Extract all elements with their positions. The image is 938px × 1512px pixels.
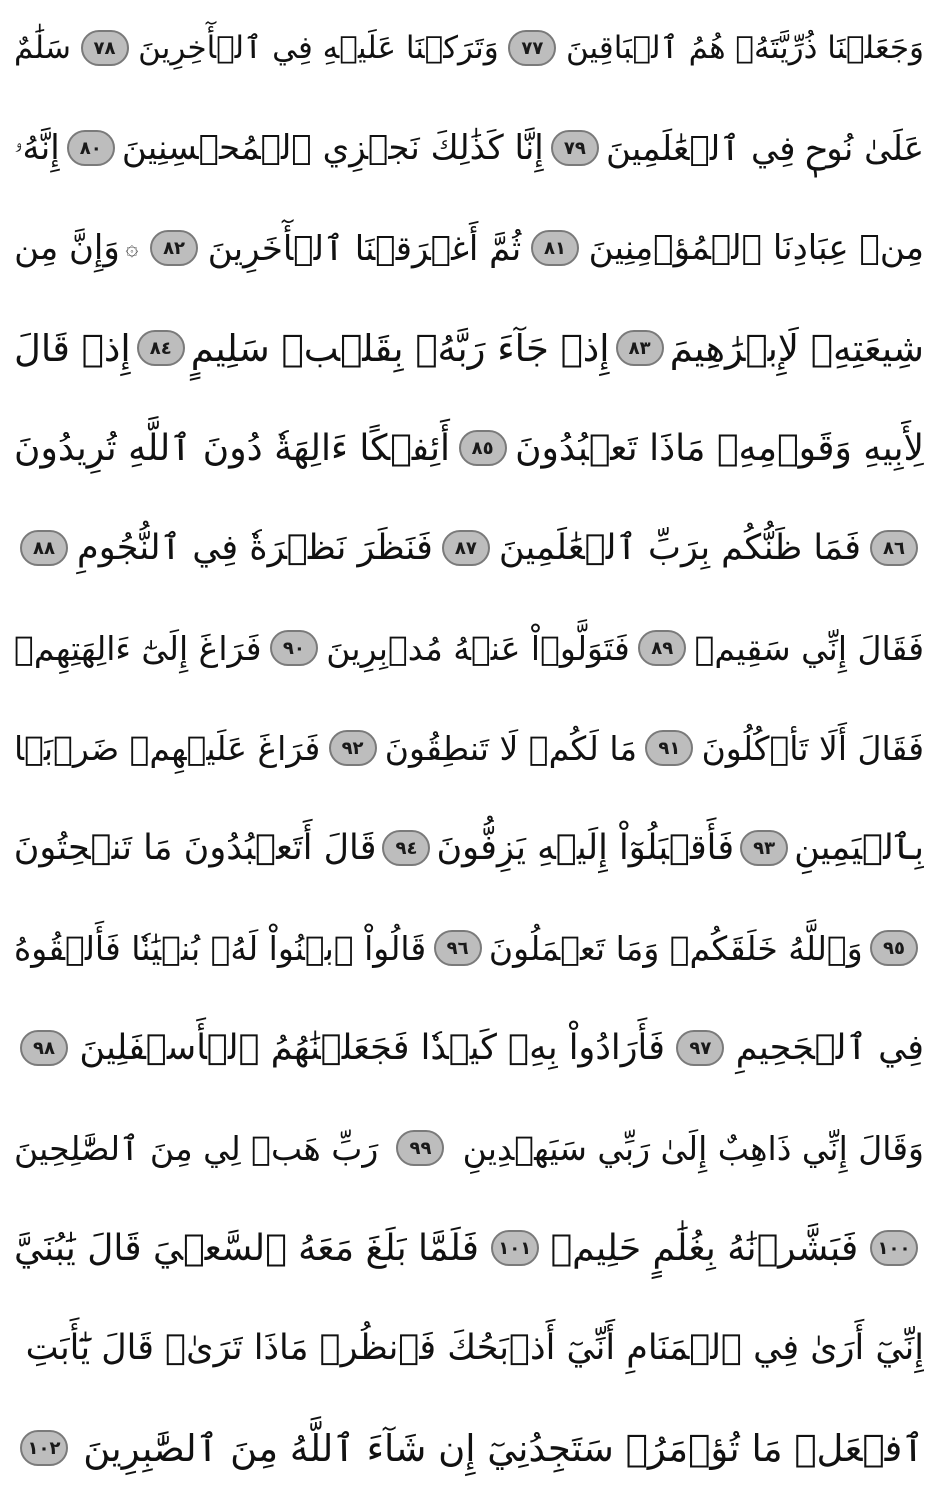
verse-text: مِنۡ عِبَادِنَا ٱلۡمُؤۡمِنِينَ [588, 228, 924, 268]
ayah-number-marker: ٨١ [531, 230, 579, 266]
verse-text: إِذۡ قَالَ [14, 326, 131, 370]
verse-text: مَا لَكُمۡ لَا تَنطِقُونَ [384, 728, 638, 768]
verse-text: فَأَرَادُواْ بِهِۦ كَيۡدٗا فَجَعَلۡنَٰهُمُ ٱلۡأَسۡفَلِينَ [79, 1028, 665, 1068]
text-line [14, 1000, 924, 1096]
verse-text: إِنِّيٓ أَرَىٰ فِي ٱلۡمَنَامِ أَنِّيٓ أَذۡبَحُكَ فَٱنظُرۡ مَاذَا تَرَىٰۚ قَالَ يَٰٓأَبَتِ [25, 1328, 924, 1368]
verse-text: ثُمَّ أَغۡرَقۡنَا ٱلۡأٓخَرِينَ [207, 228, 522, 269]
ayah-number-marker: ٩٨ [20, 1030, 68, 1066]
verse-text: قَالُواْ ٱبۡنُواْ لَهُۥ بُنۡيَٰنٗا فَأَلۡقُوهُ [14, 928, 427, 968]
text-line [14, 900, 924, 996]
text-line [14, 700, 924, 796]
ayah-number-marker: ٧٧ [508, 30, 556, 66]
ayah-number-marker: ٨٨ [20, 530, 68, 566]
verse-text: فَبَشَّرۡنَٰهُ بِغُلَٰمٍ حَلِيمٖ [550, 1227, 859, 1269]
ayah-number-marker: ٩٧ [676, 1030, 724, 1066]
ayah-number-marker: ٩١ [645, 730, 693, 766]
verse-text: فَلَمَّا بَلَغَ مَعَهُ ٱلسَّعۡيَ قَالَ يَٰبُنَيَّ [14, 1227, 479, 1269]
verse-text: بِٱلۡيَمِينِ [794, 828, 924, 868]
hizb-star-icon: ۞ [125, 235, 139, 261]
verse-text: فِي ٱلۡجَحِيمِ [735, 1028, 924, 1068]
text-line [14, 400, 924, 496]
verse-text: إِذۡ جَآءَ رَبَّهُۥ بِقَلۡبٖ سَلِيمٍ [190, 326, 610, 370]
text-line [14, 800, 924, 896]
text-line [14, 1400, 924, 1496]
verse-text: فَنَظَرَ نَظۡرَةٗ فِي ٱلنُّجُومِ [77, 528, 433, 568]
ayah-number-marker: ٨٩ [638, 630, 686, 666]
verse-text: وَقَالَ إِنِّي ذَاهِبٌ إِلَىٰ رَبِّي سَيَهۡدِينِ [462, 1128, 924, 1168]
verse-text: وَجَعَلۡنَا ذُرِّيَّتَهُۥ هُمُ ٱلۡبَاقِينَ [565, 30, 924, 66]
ayah-number-marker: ٧٨ [81, 30, 129, 66]
ayah-number-marker: ٩٠ [270, 630, 318, 666]
text-line [14, 0, 924, 96]
ayah-number-marker: ١٠١ [491, 1230, 539, 1266]
ayah-number-marker: ٨٠ [67, 130, 115, 166]
ayah-number-marker: ٨٧ [442, 530, 490, 566]
verse-text: وَتَرَكۡنَا عَلَيۡهِ فِي ٱلۡأٓخِرِينَ [138, 30, 499, 66]
verse-text: شِيعَتِهِۦ لَإِبۡرَٰهِيمَ [669, 326, 924, 370]
verse-text: عَلَىٰ نُوحٖ فِي ٱلۡعَٰلَمِينَ [606, 128, 924, 169]
text-line [14, 1300, 924, 1396]
verse-text: وَٱللَّهُ خَلَقَكُمۡ وَمَا تَعۡمَلُونَ [488, 928, 863, 968]
text-line [14, 1100, 924, 1196]
verse-text: لِأَبِيهِ وَقَوۡمِهِۦ مَاذَا تَعۡبُدُونَ [515, 427, 924, 469]
text-line [14, 200, 924, 296]
ayah-number-marker: ٧٩ [551, 130, 599, 166]
verse-text: وَإِنَّ مِن [14, 228, 120, 268]
verse-text: قَالَ أَتَعۡبُدُونَ مَا تَنۡحِتُونَ [14, 828, 377, 868]
text-line [14, 100, 924, 196]
ayah-number-marker: ٨٦ [870, 530, 918, 566]
verse-text: فَأَقۡبَلُوٓاْ إِلَيۡهِ يَزِفُّونَ [436, 828, 735, 868]
verse-text: إِنَّا كَذَٰلِكَ نَجۡزِي ٱلۡمُحۡسِنِينَ [121, 128, 544, 168]
verse-text: فَرَاغَ عَلَيۡهِمۡ ضَرۡبَۢا [14, 728, 321, 768]
verse-text: رَبِّ هَبۡ لِي مِنَ ٱلصَّٰلِحِينَ [14, 1128, 379, 1168]
ayah-number-marker: ٩٣ [740, 830, 788, 866]
ayah-number-marker: ٩٥ [870, 930, 918, 966]
text-line [14, 600, 924, 696]
verse-text: فَرَاغَ إِلَىٰٓ ءَالِهَتِهِمۡ [14, 628, 262, 668]
verse-text: فَقَالَ إِنِّي سَقِيمٞ [694, 628, 924, 668]
text-line [14, 500, 924, 596]
verse-text: فَقَالَ أَلَا تَأۡكُلُونَ [701, 728, 924, 768]
ayah-number-marker: ٨٢ [150, 230, 198, 266]
verse-text: أَئِفۡكًا ءَالِهَةٗ دُونَ ٱللَّهِ تُرِيدُونَ [14, 427, 451, 469]
ayah-number-marker: ٩٤ [382, 830, 430, 866]
verse-text: ٱفۡعَلۡ مَا تُؤۡمَرُۖ سَتَجِدُنِيٓ إِن شَآءَ ٱللَّهُ مِنَ ٱلصَّٰبِرِينَ [83, 1426, 924, 1470]
ayah-number-marker: ٩٢ [329, 730, 377, 766]
text-line [14, 1200, 924, 1296]
ayah-number-marker: ٩٦ [434, 930, 482, 966]
ayah-number-marker: ٩٩ [396, 1130, 444, 1166]
ayah-number-marker: ٨٤ [137, 330, 185, 366]
verse-text: إِنَّهُۥ [14, 128, 60, 168]
ayah-number-marker: ٨٣ [616, 330, 664, 366]
ayah-number-marker: ١٠٢ [20, 1430, 68, 1466]
verse-text: فَمَا ظَنُّكُم بِرَبِّ ٱلۡعَٰلَمِينَ [498, 528, 861, 568]
ayah-number-marker: ١٠٠ [870, 1230, 918, 1266]
ayah-number-marker: ٨٥ [459, 430, 507, 466]
text-line [14, 300, 924, 396]
verse-text: سَلَٰمٌ [14, 30, 71, 66]
verse-text: فَتَوَلَّوۡاْ عَنۡهُ مُدۡبِرِينَ [326, 628, 630, 668]
